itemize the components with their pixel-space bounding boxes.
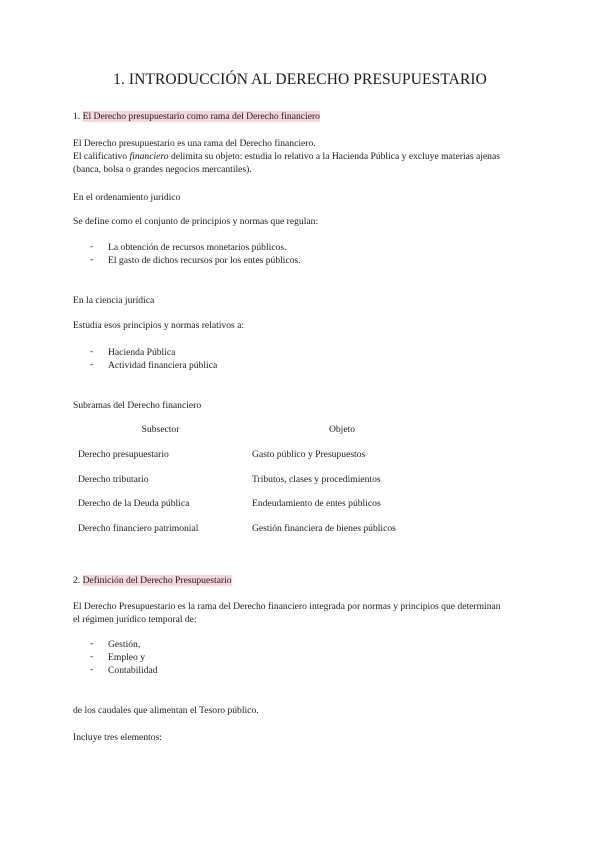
p2-after: delimita su objeto: estudia lo relativo a la Hacienda Pública y excluye materias ajenas	[168, 151, 500, 162]
table-cell-objeto: Gasto público y Presupuestos	[252, 449, 366, 460]
section-1-paragraph-2	[73, 150, 500, 163]
list-item: Empleo y	[108, 652, 146, 663]
ciencia-intro: Estudia esos principios y normas relativos a:	[73, 320, 245, 331]
section-2-heading-text: Definición del Derecho Presupuestario	[82, 575, 232, 586]
list-item: Gestión,	[108, 639, 141, 650]
table-heading: Subramas del Derecho financiero	[73, 400, 202, 411]
bullet-marker: -	[90, 638, 94, 649]
table-cell-subsector: Derecho de la Deuda pública	[78, 498, 190, 509]
section-2-paragraph-3: Incluye tres elementos:	[73, 732, 162, 743]
table-cell-subsector: Derecho tributario	[78, 474, 149, 485]
section-2-number: 2.	[73, 575, 81, 586]
subheading-ciencia: En la ciencia jurídica	[73, 295, 155, 306]
table-cell-objeto: Tributos, clases y procedimientos	[252, 474, 381, 485]
table-cell-objeto: Gestión financiera de bienes públicos	[252, 523, 396, 534]
section-2-paragraph-1: El Derecho Presupuestario es la rama del Derecho financiero integrada por normas y principios que determinan	[73, 601, 501, 612]
bullet-marker: -	[90, 241, 94, 252]
list-item: Hacienda Pública	[108, 347, 176, 358]
list-item: La obtención de recursos monetarios públicos.	[108, 242, 287, 253]
bullet-marker: -	[90, 359, 94, 370]
table-cell-objeto: Endeudamiento de entes públicos	[252, 498, 381, 509]
page-title: 1. INTRODUCCIÓN AL DERECHO PRESUPUESTARIO	[113, 71, 487, 88]
section-1-paragraph-1: El Derecho presupuestario es una rama del Derecho financiero.	[73, 138, 316, 149]
bullet-marker: -	[90, 651, 94, 662]
section-1-paragraph-2-line-2: (banca, bolsa o grandes negocios mercantiles).	[73, 164, 252, 175]
table-header-subsector: Subsector	[141, 424, 180, 435]
p2-before: El calificativo	[73, 151, 130, 162]
table-cell-subsector: Derecho presupuestario	[78, 449, 169, 460]
section-2-paragraph-1-line-2: el régimen jurídico temporal de:	[73, 614, 197, 625]
section-1-heading	[73, 110, 320, 123]
bullet-marker: -	[90, 664, 94, 675]
p2-italic: financiero	[129, 151, 169, 162]
table-header-objeto: Objeto	[328, 424, 356, 435]
section-1-heading-text: El Derecho presupuestario como rama del Derecho financiero	[82, 111, 320, 122]
ordenamiento-intro: Se define como el conjunto de principios y normas que regulan:	[73, 216, 319, 227]
table-cell-subsector: Derecho financiero patrimonial	[78, 523, 199, 534]
section-2-heading	[73, 574, 232, 587]
subheading-ordenamiento: En el ordenamiento jurídico	[73, 192, 181, 203]
section-2-paragraph-2: de los caudales que alimentan el Tesoro público.	[73, 705, 259, 716]
bullet-marker: -	[90, 254, 94, 265]
list-item: Actividad financiera pública	[108, 360, 218, 371]
list-item: Contabilidad	[108, 665, 158, 676]
list-item: El gasto de dichos recursos por los entes públicos.	[108, 255, 301, 266]
section-1-number: 1.	[73, 111, 81, 122]
bullet-marker: -	[90, 346, 94, 357]
